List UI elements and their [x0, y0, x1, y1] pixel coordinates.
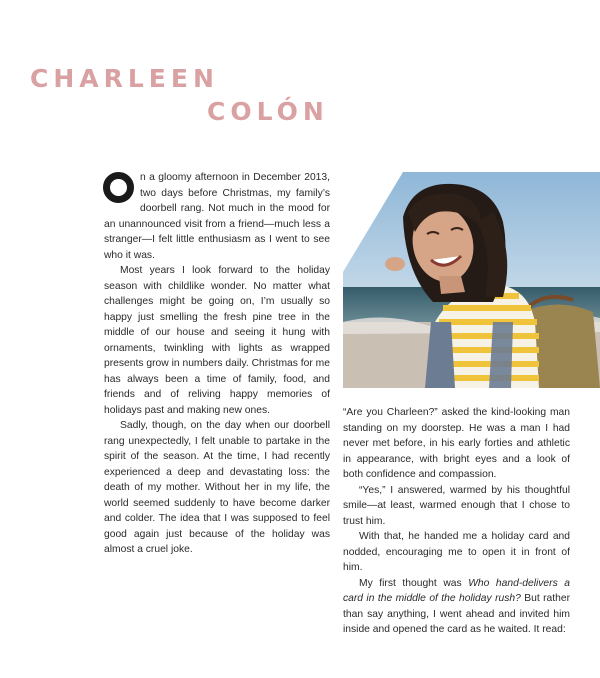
article-paragraph: “Are you Charleen?” asked the kind-looking man standing on my doorstep. He was a man I had never met before, in his early forties and athletic in appearance, with bright eyes and a look of both confidence and compassion. — [343, 407, 570, 480]
article-paragraph: Most years I look forward to the holiday season with childlike wonder. No matter what challenges might be going on, I’m usually so happy just smelling the fresh pine tree in the middle of our house and seeing it hung with ornaments, twinkling with lights as wrapped presents grow in numbers daily. Christmas for me has always been a time of family, food, and friends and of reliving happy memories of holidays past and making new ones. — [104, 265, 330, 416]
author-first-name: CHARLEEN — [30, 64, 219, 93]
article-right-column — [343, 405, 570, 638]
article-photo — [343, 172, 600, 388]
article-paragraph — [104, 170, 330, 263]
article-paragraph: Sadly, though, on the day when our doorbell rang unexpectedly, I felt unable to partake in the spirit of the season. At the time, I had recently experienced a deep and devastating loss: the death of my mother. Without her in my life, the world seemed suddenly to have become darker and colder. The idea that I was supposed to feel good again just because of the holiday was almost a cruel joke. — [104, 420, 330, 555]
article-paragraph: With that, he handed me a holiday card and nodded, encouraging me to open it in front of him. — [343, 531, 570, 573]
article-paragraph-text: n a gloomy afternoon in December 2013, two days before Christmas, my family’s doorbell rang. Not much in the mood for an unannounced visit from a friend—much less a stranger—I felt little enthusiasm as I went to see who it was. — [104, 172, 330, 261]
article-left-column — [104, 170, 330, 558]
article-text: But rather than say anything, I went ahead and invited him inside and opened the card as he waited. It read: — [343, 593, 570, 635]
author-last-name: COLÓN — [207, 97, 329, 126]
article-paragraph — [343, 576, 570, 638]
dropcap-o — [103, 172, 134, 203]
article-text: My first thought was — [359, 577, 469, 589]
article-paragraph: “Yes,” I answered, warmed by his thoughtful smile—at least, warmed enough that I chose to trust him. — [343, 484, 570, 527]
article-italic-text: Who hand-delivers a card in the middle of the holiday rush? — [343, 577, 571, 604]
